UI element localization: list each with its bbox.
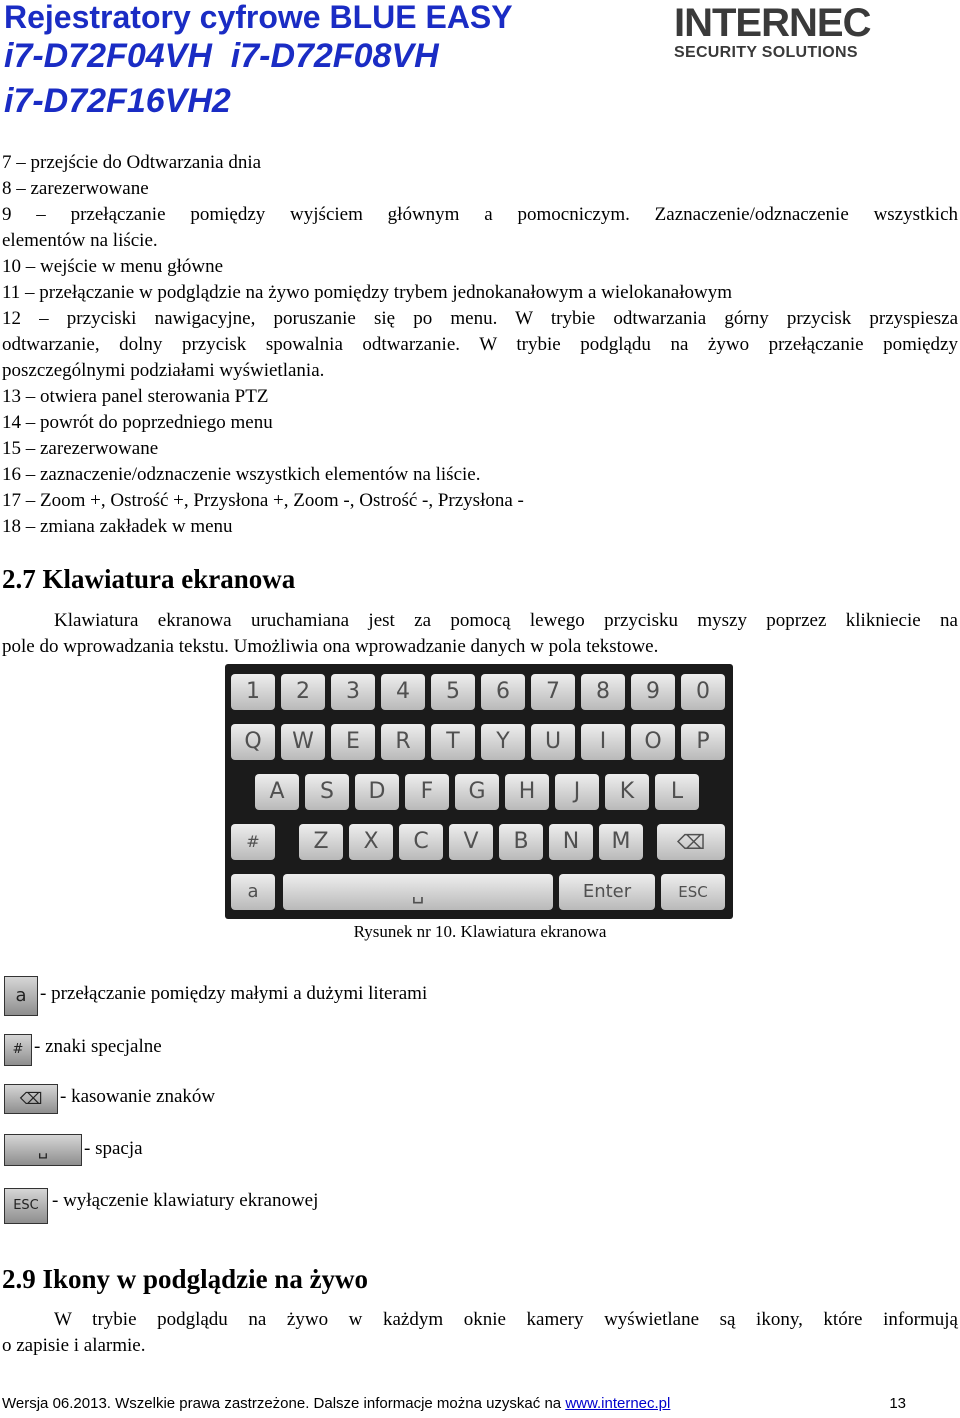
key-o[interactable]: O [631,724,675,760]
figure-caption: Rysunek nr 10. Klawiatura ekranowa [353,922,607,941]
key-2[interactable]: 2 [281,674,325,710]
list-item-continuation: elementów na liście. [2,230,158,251]
key-f[interactable]: F [405,774,449,810]
key-5[interactable]: 5 [431,674,475,710]
legend-special [2,1034,602,1074]
section-heading-keyboard: 2.7 Klawiatura ekranowa [2,564,296,594]
case-toggle-key[interactable]: a [231,874,275,910]
list-item: 8 – zarezerwowane [2,178,149,199]
key-e[interactable]: E [331,724,375,760]
legend-case-text: - przełączanie pomiędzy małymi a dużymi literami [40,983,428,1004]
keyboard-row-asdf [225,770,733,812]
key-x[interactable]: X [349,824,393,860]
paragraph-line: o zapisie i alarmie. [2,1335,146,1356]
list-item-continuation: odtwarzanie, dolny przycisk spowalnia odtwarzanie. W trybie podglądu na żywo przełączanie pomiędzy [2,334,958,355]
legend-case [2,976,602,1016]
live-icons-paragraph [2,1307,958,1359]
key-q[interactable]: Q [231,724,275,760]
legend-space-text: - spacja [84,1138,143,1159]
onscreen-keyboard-figure [225,664,733,919]
legend-backspace-text: - kasowanie znaków [60,1086,216,1107]
key-9[interactable]: 9 [631,674,675,710]
key-a[interactable]: A [255,774,299,810]
key-z[interactable]: Z [299,824,343,860]
legend-esc [2,1188,602,1228]
key-d[interactable]: D [355,774,399,810]
key-c[interactable]: C [399,824,443,860]
key-u[interactable]: U [531,724,575,760]
paragraph-line: W trybie podglądu na żywo w każdym oknie kamery wyświetlane są ikony, które informują [54,1309,958,1330]
internec-logo [674,2,946,66]
list-item: 12 – przyciski nawigacyjne, poruszanie się po menu. W trybie odtwarzania górny przycisk przyspiesza [2,308,958,329]
key-1[interactable]: 1 [231,674,275,710]
logo-wordmark: INTERNEC [674,1,871,45]
backspace-icon: ⌫ [4,1084,58,1114]
key-k[interactable]: K [605,774,649,810]
key-t[interactable]: T [431,724,475,760]
key-g[interactable]: G [455,774,499,810]
key-v[interactable]: V [449,824,493,860]
enter-key[interactable]: Enter [559,874,655,910]
key-0[interactable]: 0 [681,674,725,710]
legend-esc-text: - wyłączenie klawiatury ekranowej [52,1190,319,1211]
key-h[interactable]: H [505,774,549,810]
key-m[interactable]: M [599,824,643,860]
list-item: 13 – otwiera panel sterowania PTZ [2,386,269,407]
list-item: 14 – powrót do poprzedniego menu [2,412,273,433]
document-header [4,0,513,124]
model-list-line-2: i7-D72F16VH2 [4,82,231,120]
keyboard-row-zxcv [225,820,733,862]
document-title: Rejestratory cyfrowe BLUE EASY [4,0,513,35]
button-description-list [2,150,958,540]
legend-backspace [2,1084,602,1124]
list-item: 9 – przełączanie pomiędzy wyjściem głównym a pomocniczym. Zaznaczenie/odznaczenie wszystkich [2,204,958,225]
list-item-continuation: poszczególnymi podziałami wyświetlania. [2,360,325,381]
esc-key[interactable]: ESC [661,874,725,910]
keyboard-row-qwerty [225,720,733,762]
key-w[interactable]: W [281,724,325,760]
key-8[interactable]: 8 [581,674,625,710]
key-6[interactable]: 6 [481,674,525,710]
special-chars-key[interactable]: # [231,824,275,860]
key-n[interactable]: N [549,824,593,860]
website-link[interactable]: www.internec.pl [565,1395,671,1412]
paragraph-line: Klawiatura ekranowa uruchamiana jest za pomocą lewego przycisku myszy poprzez klikniecie na [54,610,958,631]
list-item: 15 – zarezerwowane [2,438,159,459]
footer-text: Wersja 06.2013. Wszelkie prawa zastrzeżone. Dalsze informacje można uzyskać na [2,1395,566,1412]
list-item: 11 – przełączanie w podglądzie na żywo pomiędzy trybem jednokanałowym a wielokanałowym [2,282,733,303]
list-item: 10 – wejście w menu główne [2,256,224,277]
key-3[interactable]: 3 [331,674,375,710]
page-footer [2,1394,958,1414]
key-4[interactable]: 4 [381,674,425,710]
model-list-line-1: i7-D72F04VH i7-D72F08VH [4,37,439,75]
case-toggle-icon: a [4,976,38,1016]
section-heading-live-icons: 2.9 Ikony w podglądzie na żywo [2,1264,369,1294]
list-item: 16 – zaznaczenie/odznaczenie wszystkich elementów na liście. [2,464,481,485]
logo-tagline: SECURITY SOLUTIONS [674,44,858,61]
key-b[interactable]: B [499,824,543,860]
keyboard-paragraph [2,608,958,660]
key-l[interactable]: L [655,774,699,810]
backspace-key[interactable]: ⌫ [657,824,725,860]
list-item: 17 – Zoom +, Ostrość +, Przysłona +, Zoom -, Ostrość -, Przysłona - [2,490,524,511]
key-7[interactable]: 7 [531,674,575,710]
key-r[interactable]: R [381,724,425,760]
space-icon: ␣ [4,1134,82,1166]
keyboard-row-digits [225,670,733,712]
key-j[interactable]: J [555,774,599,810]
key-i[interactable]: I [581,724,625,760]
list-item: 18 – zmiana zakładek w menu [2,516,233,537]
key-p[interactable]: P [681,724,725,760]
key-y[interactable]: Y [481,724,525,760]
key-s[interactable]: S [305,774,349,810]
paragraph-line: pole do wprowadzania tekstu. Umożliwia ona wprowadzanie danych w pola tekstowe. [2,636,659,657]
esc-icon: ESC [4,1188,48,1224]
special-chars-icon: # [4,1034,32,1066]
space-key[interactable]: ␣ [283,874,553,910]
legend-special-text: - znaki specjalne [34,1036,162,1057]
list-item: 7 – przejście do Odtwarzania dnia [2,152,262,173]
keyboard-row-bottom [225,870,733,912]
legend-space [2,1134,602,1174]
page-number: 13 [889,1395,906,1412]
